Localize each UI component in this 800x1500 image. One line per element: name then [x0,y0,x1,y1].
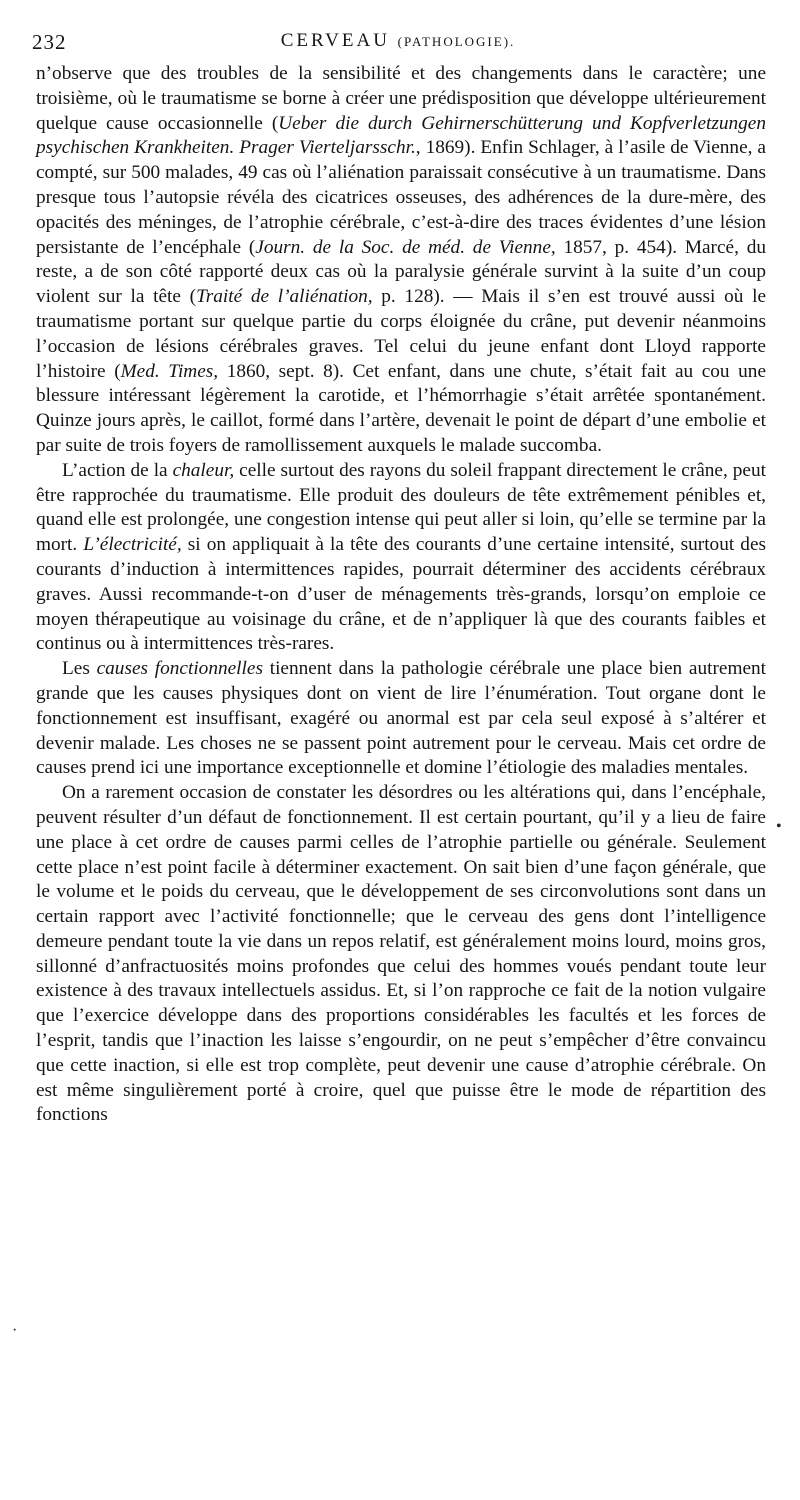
text-run: si on appliquait à la tête des courants d’une certaine intensité, surtout des courants d’induction à intermittences rapides, pourrait déterminer des accidents cérébraux graves. Aussi recommande-t-on d’user de ménagements très-grands, lorsqu’on emploie ce moyen thérapeutique au voisinage du crâne, et de n’appliquer là que des courants faibles et continus ou à intermittences très-rares. [36,534,766,655]
running-head-title: CERVEAU [280,30,390,51]
paragraph [36,62,766,459]
margin-mark: • [776,818,782,835]
italic-citation: chaleur, [172,459,235,481]
italic-citation: causes fonctionnelles [96,658,263,680]
page-number: 232 [32,30,67,54]
italic-citation: Journ. de la Soc. de méd. de Vienne, [255,236,556,258]
paragraph [36,459,766,657]
text-run: n’observe que des troubles de la sensibilité et des changements dans le caractère; une troisième, où le traumatisme se borne à créer une prédisposition que développe ultérieurement quelque cause occasionnelle ( [36,63,766,134]
text-run: On a rarement occasion de constater les désordres ou les altérations qui, dans l’encéphale, peuvent résulter d’un défaut de fonctionnement. Il est certain pourtant, qu’il y a lieu de faire une place à cet ordre de causes parmi celles de l’atrophie partielle ou générale. Seulement cette place n’est point facile à déterminer exactement. On sait bien d’une façon générale, que le volume et le poids du cerveau, que le développement de ses circonvolutions sont dans un certain rapport avec l’activité fonctionnelle; que le cerveau des gens dont l’intelligence demeure pendant toute la vie dans un repos relatif, est généralement moins lourd, moins gros, sillonné d’anfractuosités moins profondes que celui des hommes voués pendant toute leur existence à des travaux intellectuels assidus. Et, si l’on rapproche ce fait de la notion vulgaire que l’exercice développe dans des proportions considérables les facultés et les forces de l’esprit, tandis que l’inaction les laisse s’engourdir, on ne peut s’empêcher d’être convaincu que cette inaction, si elle est trop complète, peut devenir une cause d’atrophie cérébrale. On est même singulièrement porté à croire, quel que puisse être le mode de répartition des fonctions [36,782,766,1126]
running-head [32,30,764,52]
italic-citation: Ueber die durch Gehirnerschütterung und Kopfverletzungen psychischen Krankheiten. Prager Vierteljarsschr. [36,112,766,159]
margin-mark: · [12,1322,18,1339]
italic-citation: L’électricité, [83,534,182,556]
text-run: celle surtout des rayons du soleil frappant directement le crâne, peut être rapprochée du traumatisme. Elle produit des douleurs de tête extrêmement pénibles et, quand elle est prolongée, une congestion intense qui peut aller si loin, qu’elle se termine par la mort. [36,459,766,556]
text-run: , 1869). Enfin Schlager, à l’asile de Vienne, a compté, sur 500 malades, 49 cas où l’aliénation paraissait consécutive à un traumatisme. Dans presque tous l’autopsie révéla des cicatrices osseuses, des adhérences de la dure-mère, des opacités des méninges, de l’atrophie cérébrale, c’est-à-dire des traces évidentes d’une lésion persistante de l’encéphale ( [36,137,766,258]
text-run: p. 128). — Mais il s’en est trouvé aussi où le traumatisme portant sur quelque partie du corps éloignée du crâne, put devenir néanmoins l’occasion de lésions cérébrales graves. Tel celui du jeune enfant dont Lloyd rapporte l’histoire ( [36,286,767,382]
text-run: tiennent dans la pathologie cérébrale une place bien autrement grande que les causes physiques dont on vient de lire l’énumération. Tout organe dont le fonctionnement est insuffisant, exagéré ou anormal est par cela seul exposé à s’altérer et devenir malade. Les choses ne se passent point autrement pour le cerveau. Mais cet ordre de causes prend ici une importance exceptionnelle et domine l’étiologie des maladies mentales. [36,658,767,779]
paragraph [36,781,766,1128]
paragraph [36,657,766,781]
italic-citation: Traité de l’aliénation, [196,286,373,308]
text-run: 1860, sept. 8). Cet enfant, dans une chute, s’était fait au cou une blessure intéressant légèrement la carotide, et l’hémorrhagie s’était arrêtée spontanément. Quinze jours après, le caillot, formé dans l’artère, devenait le point de départ d’une embolie et par suite de trois foyers de ramollissement auxquels le malade succomba. [36,360,766,456]
page-header [32,30,764,60]
text-run: L’action de la [62,459,173,481]
italic-citation: Med. Times, [120,360,219,382]
body-text [36,62,766,1128]
running-head-subtitle: (PATHOLOGIE). [397,34,516,49]
text-run: 1857, p. 454). Marcé, du reste, a de son côté rapporté deux cas où la paralysie générale survint à la suite d’un coup violent sur la tête ( [36,236,766,308]
text-run: Les [62,658,97,680]
